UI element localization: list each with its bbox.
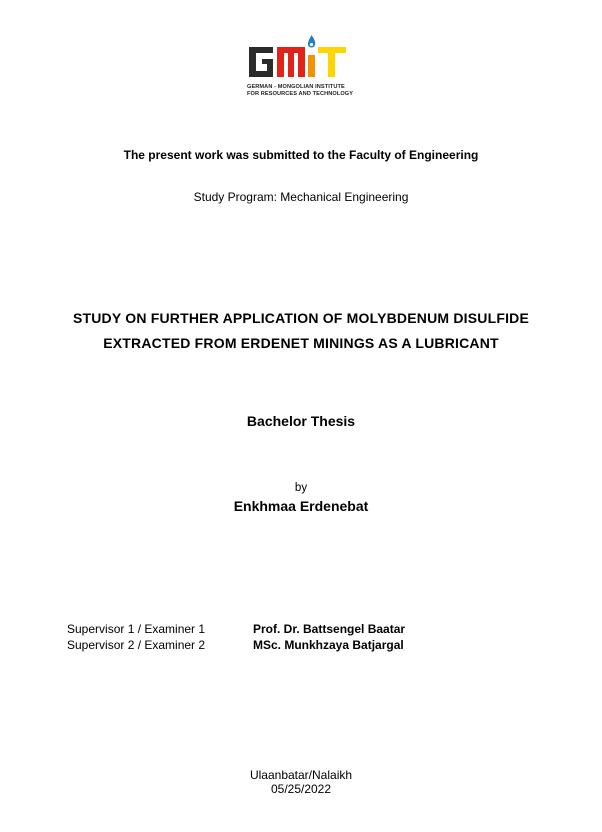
date: 05/25/2022 — [270, 782, 332, 796]
supervisor-2-role: Supervisor 2 / Examiner 2 — [67, 638, 206, 652]
logo-institute-name: GERMAN - MONGOLIAN INSTITUTE FOR RESOURCES AND TECHNOLOGY — [247, 84, 354, 97]
thesis-title-line-1: STUDY ON FURTHER APPLICATION OF MOLYBDENUM DISULFIDE — [72, 310, 530, 326]
author-name: Enkhmaa Erdenebat — [233, 498, 369, 514]
supervisor-2-name: MSc. Munkhzaya Batjargal — [253, 638, 404, 652]
logo-letter-t — [318, 47, 346, 77]
supervisor-1-role: Supervisor 1 / Examiner 1 — [67, 622, 206, 636]
thesis-type: Bachelor Thesis — [246, 413, 356, 429]
study-program: Study Program: Mechanical Engineering — [193, 190, 409, 204]
by-label: by — [294, 482, 308, 494]
supervisor-1-name: Prof. Dr. Battsengel Baatar — [253, 622, 406, 636]
place: Ulaanbatar/Nalaikh — [249, 768, 353, 782]
submission-statement: The present work was submitted to the Faculty of Engineering — [123, 148, 479, 162]
logo-letter-g — [249, 47, 273, 77]
thesis-title-line-2: EXTRACTED FROM ERDENET MININGS AS A LUBRICANT — [103, 335, 499, 351]
logo-letter-m — [277, 47, 305, 77]
logo-letter-i — [308, 55, 315, 77]
thesis-title — [0, 306, 602, 356]
